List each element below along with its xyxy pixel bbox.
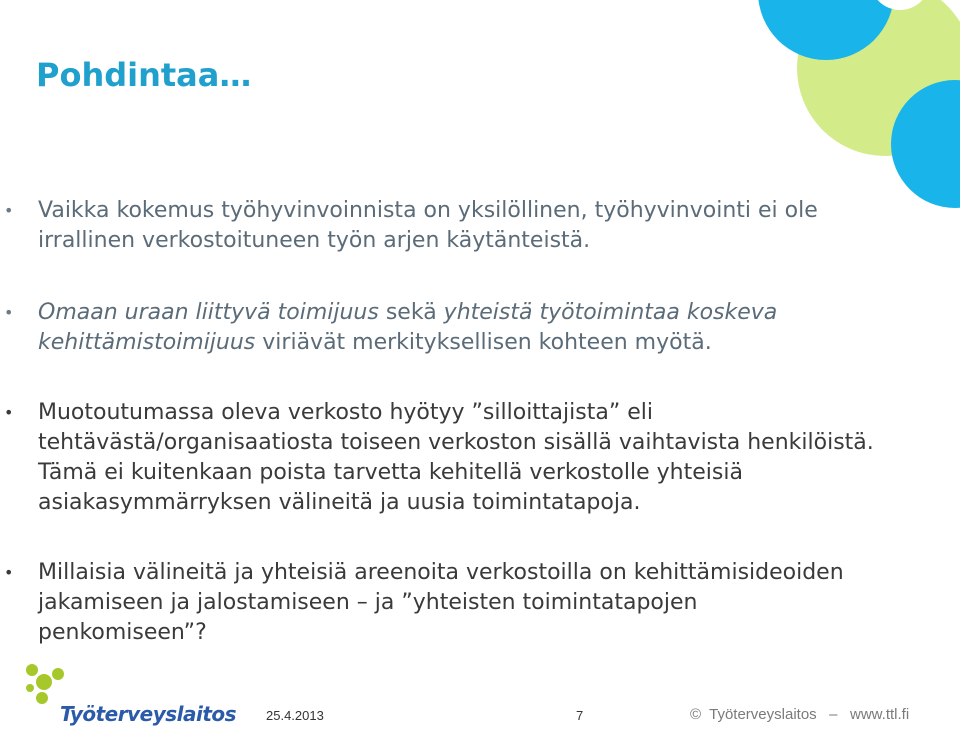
bullet-2-end: viriävät merkityksellisen kohteen myötä. [255,330,712,355]
bullet-2-italic-a: Omaan uraan liittyvä toimijuus [38,300,379,325]
bullet-dot: • [4,201,14,220]
lime-circle-large [797,0,960,156]
bullet-4-text: Millaisia välineitä ja yhteisiä areenoita verkostoilla on kehittämisideoiden jakamiseen ja jalostamiseen – ja ”yhteisten toimintatapojen penkomiseen”? [38,560,844,645]
bullet-1-text: Vaikka kokemus työhyvinvoinnista on yksilöllinen, työhyvinvointi ei ole irrallinen verkostoituneen työn arjen käytänteistä. [38,198,818,253]
bullet-4 [4,558,858,648]
bullet-3 [4,398,888,518]
bullet-3-text: Muotoutumassa oleva verkosto hyötyy ”silloittajista” eli tehtävästä/organisaatiosta toiseen verkoston sisällä vaihtavista henkilöistä. Tämä ei kuitenkaan poista tarvetta kehitellä verkostolle yhteisiä asiakasymmärryksen välineitä ja uusia toimintatapoja. [38,400,874,515]
footer-page-number: 7 [576,708,584,723]
bullet-2-italic-b: yhteistä työtoimintaa koskeva kehittämistoimijuus [38,300,778,355]
bullet-dot: • [4,303,14,322]
cyan-circle-right [891,80,960,208]
bullet-dot: • [4,563,14,582]
bullet-2 [4,298,898,358]
bullet-2-mid: sekä [378,300,444,325]
bullet-1 [4,196,898,256]
ttl-logo-text: Työterveyslaitos [60,702,237,726]
bullet-dot: • [4,403,14,422]
footer-date: 25.4.2013 [266,708,324,723]
footer-copyright: © Työterveyslaitos – www.ttl.fi [690,706,910,723]
cyan-circle-top [758,0,894,60]
ttl-logo-icon [22,662,72,706]
slide-title: Pohdintaa… [36,56,252,94]
